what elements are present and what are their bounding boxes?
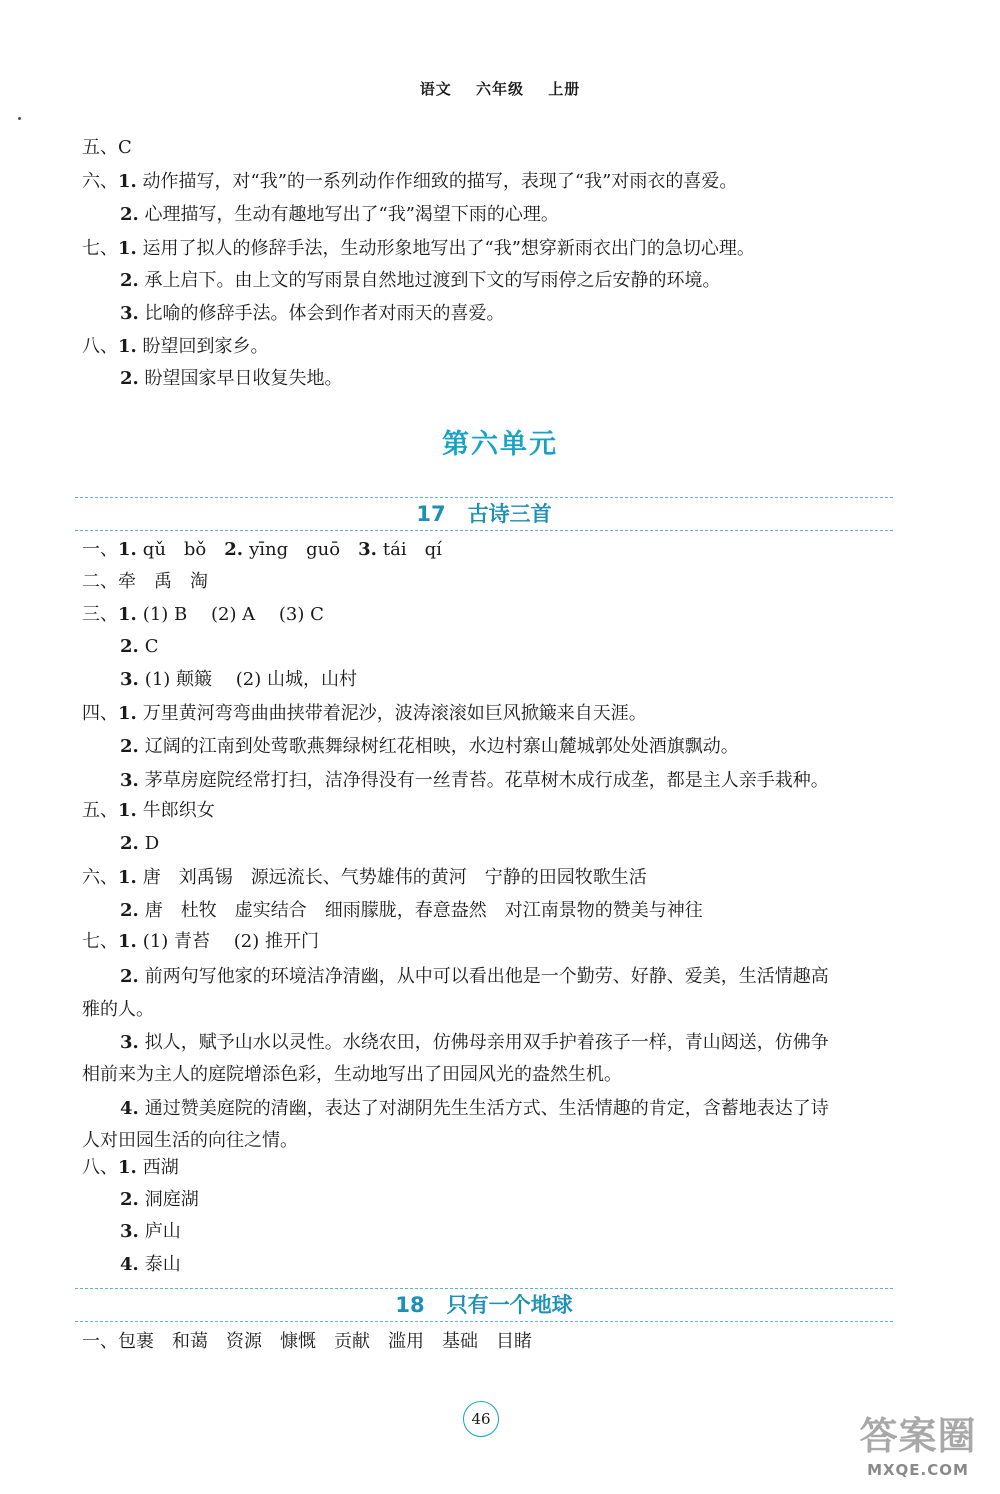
answer-line: 2. 盼望国家早日收复失地。 (120, 368, 343, 389)
answer-line: 2. C (120, 636, 159, 657)
answer-line: 三、1. (1) B (2) A (3) C (82, 604, 324, 625)
lesson-heading (75, 497, 893, 531)
answer-line: 3. 庐山 (120, 1221, 181, 1242)
answer-line: 2. 心理描写，生动有趣地写出了“我”渴望下雨的心理。 (120, 204, 559, 225)
answer-line: 雅的人。 (82, 999, 154, 1020)
answer-line: 七、1. (1) 青苔 (2) 推开门 (82, 931, 319, 952)
header-volume: 上册 (548, 80, 581, 98)
answer-line: 一、包裹 和蔼 资源 慷慨 贡献 滥用 基础 目睹 (82, 1331, 532, 1352)
answer-line: 八、1. 盼望回到家乡。 (82, 336, 269, 357)
answer-line: 二、牵 禹 淘 (82, 571, 208, 592)
answer-line: 一、1. qǔ bǒ 2. yīng guō 3. tái qí (82, 539, 442, 560)
answer-line: 相前来为主人的庭院增添色彩，生动地写出了田园风光的盎然生机。 (82, 1064, 622, 1085)
answer-line: 四、1. 万里黄河弯弯曲曲挟带着泥沙，波涛滚滚如巨风掀簸来自天涯。 (82, 703, 647, 724)
lesson-heading (75, 1288, 893, 1322)
page-number: 46 (463, 1401, 499, 1437)
answer-line: 人对田园生活的向往之情。 (82, 1130, 298, 1151)
lesson-title: 古诗三首 (467, 502, 552, 526)
header-grade: 六年级 (475, 80, 524, 98)
answer-line: 2. 洞庭湖 (120, 1189, 199, 1210)
answer-line: 4. 泰山 (120, 1254, 181, 1275)
answer-line: 2. 唐 杜牧 虚实结合 细雨朦胧，春意盎然 对江南景物的赞美与神往 (120, 900, 703, 921)
watermark-url: MXQE.COM (867, 1461, 969, 1479)
unit-title: 第六单元 (442, 429, 558, 460)
answer-line: 2. D (120, 833, 160, 854)
page-header (0, 78, 1000, 99)
answer-line: 3. (1) 颠簸 (2) 山城，山村 (120, 669, 357, 690)
header-subject: 语文 (419, 80, 452, 98)
lesson-number: 18 (395, 1293, 425, 1317)
answer-line: 2. 承上启下。由上文的写雨景自然地过渡到下文的写雨停之后安静的环境。 (120, 270, 721, 291)
answer-line: 五、1. 牛郎织女 (82, 800, 215, 821)
watermark (843, 1413, 993, 1489)
answer-line: 七、1. 运用了拟人的修辞手法，生动形象地写出了“我”想穿新雨衣出门的急切心理。 (82, 238, 755, 259)
answer-line: 六、1. 动作描写，对“我”的一系列动作作细致的描写，表现了“我”对雨衣的喜爱。 (82, 171, 738, 192)
answer-line: 2. 辽阔的江南到处莺歌燕舞绿树红花相映，水边村寨山麓城郭处处酒旗飘动。 (120, 736, 739, 757)
answer-line: 五、C (82, 137, 132, 158)
answer-line: 4. 通过赞美庭院的清幽，表达了对湖阴先生生活方式、生活情趣的肯定，含蓄地表达了诗 (120, 1098, 829, 1119)
watermark-logo: 答案圈 (859, 1414, 977, 1458)
answer-line: 3. 比喻的修辞手法。体会到作者对雨天的喜爱。 (120, 303, 505, 324)
scan-dot (18, 117, 21, 120)
lesson-title: 只有一个地球 (446, 1293, 573, 1317)
answer-line: 3. 茅草房庭院经常打扫，洁净得没有一丝青苔。花草树木成行成垄，都是主人亲手栽种。 (120, 770, 829, 791)
answer-line: 八、1. 西湖 (82, 1157, 179, 1178)
answer-line: 3. 拟人，赋予山水以灵性。水绕农田，仿佛母亲用双手护着孩子一样，青山闼送，仿佛争 (120, 1032, 829, 1053)
lesson-number: 17 (416, 502, 446, 526)
answer-line: 2. 前两句写他家的环境洁净清幽，从中可以看出他是一个勤劳、好静、爱美，生活情趣高 (120, 966, 829, 987)
answer-line: 六、1. 唐 刘禹锡 源远流长、气势雄伟的黄河 宁静的田园牧歌生活 (82, 867, 647, 888)
